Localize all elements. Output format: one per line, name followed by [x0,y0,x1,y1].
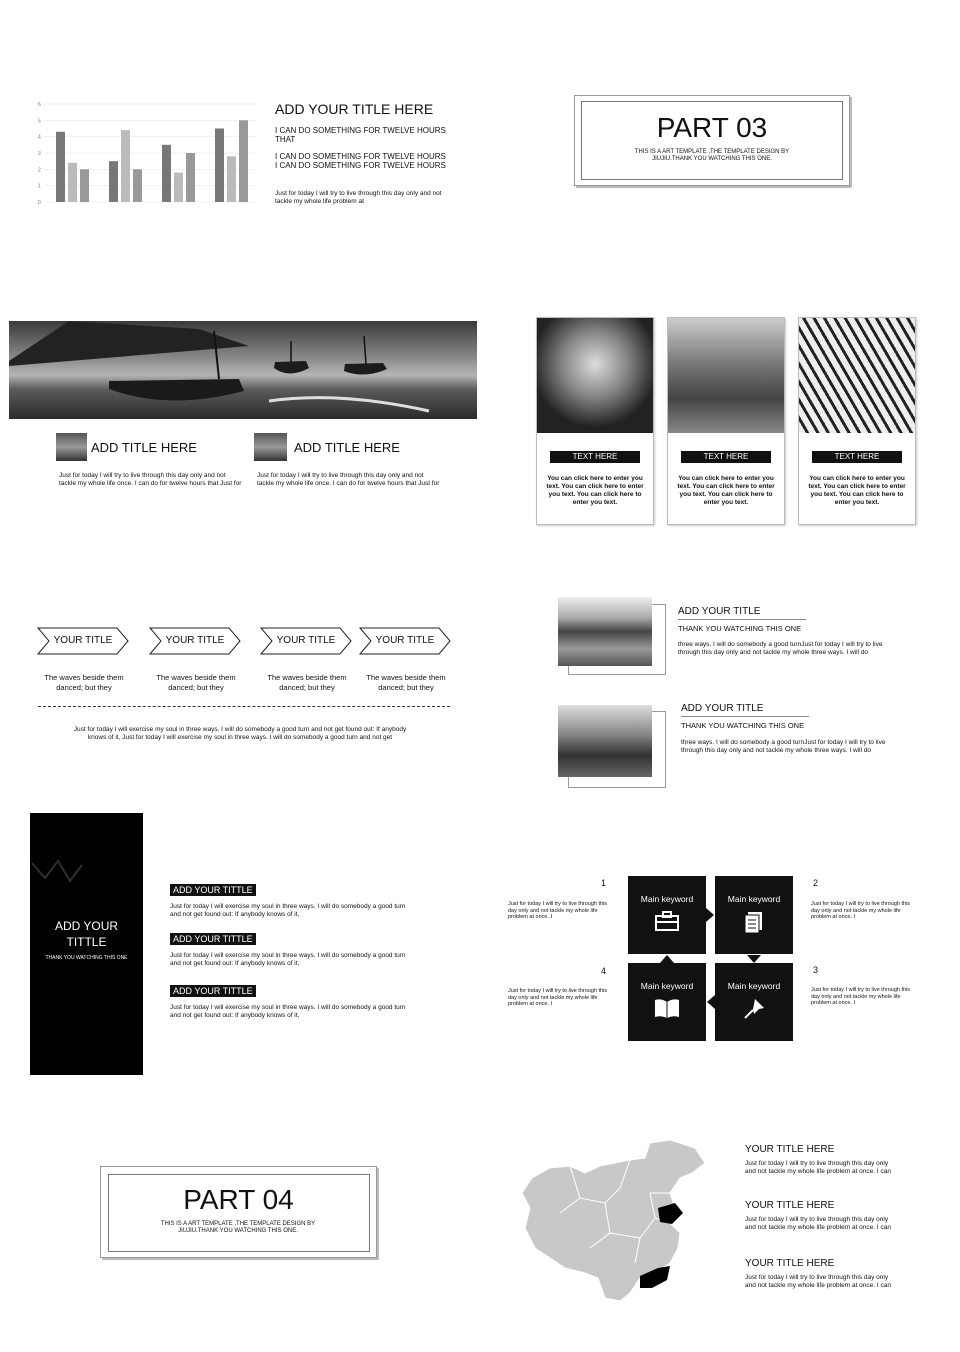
keyword-text-3: Just for today I will try to live through this day only and not tackle my whole life problem at once. I [811,987,911,1006]
black-sidebar [30,813,143,1075]
pointer-left-icon [707,995,717,1009]
thumb-1 [56,433,87,461]
keyword-number-4: 4 [601,966,607,976]
photo-card-3-label: TEXT HERE [812,451,902,463]
part-04-subtitle: THIS IS A ART TEMPLATE ,THE TEMPLATE DESIGN BY JIUJIU.THANK YOU WATCHING THIS ONE. [160,1221,316,1234]
sidebar-item-1-tag: ADD YOUR TITTLE [170,884,256,896]
keyword-box-3-label: Main keyword [640,981,694,991]
sidebar-item-2-body: Just for today I will exercise my soul in three ways. I will do somebody a good turn and not get found out: If anybody knows of it, [170,952,406,967]
y-tick-label: 2 [38,167,41,174]
map-item-2-title: YOUR TITLE HERE [745,1200,835,1211]
pointer-down-icon [747,954,761,964]
map-item-1-body: Just for today I will try to live through this day only and not tackle my whole life problem at once. I can [745,1160,891,1175]
boats-illustration [9,321,477,419]
china-map [520,1138,720,1308]
photo-card-2-label: TEXT HERE [681,451,771,463]
map-item-1 [745,1144,905,1176]
map-landmass [522,1140,705,1301]
chart-slide-body: Just for today I will try to live through this day only and not tackle my whole life problem at [275,190,442,205]
image-row-1-body: three ways. I will do somebody a good turnJust for today I will try to live through this day only and not tackle my whole three ways. I will do [678,641,883,656]
arrow-step-4 [359,627,451,655]
boats-item-1-body: Just for today I will try to live through this day only and not tackle my whole life once. I can do for twelve hours that Just for [59,472,242,487]
arrow-step-2-body: The waves beside them danced; but they [156,673,236,692]
keyword-box-4 [715,963,793,1041]
keyword-box-2 [715,876,793,954]
arrow-step-1 [37,627,129,655]
y-tick-label: 6 [38,102,41,108]
arrow-step-4-label: YOUR TITLE [375,635,435,646]
keyword-grid [500,870,930,1045]
boats-item-1-title: ADD TITLE HERE [91,440,197,455]
image-row-1-underline [678,619,806,620]
keyword-text-2: Just for today I will try to live through this day only and not tackle my whole life problem at once. I [811,901,911,920]
bar-1-2 [68,163,77,202]
y-tick-label: 1 [38,183,41,190]
arrow-step-2 [149,627,241,655]
bar-4-1 [215,129,224,203]
arrow-step-4-body: The waves beside them danced; but they [366,673,446,692]
photo-card-3 [798,317,916,525]
sidebar-item-3-body: Just for today I will exercise my soul in three ways. I will do somebody a good turn and not get found out: If anybody knows of it, [170,1004,406,1019]
sidebar-title: ADD YOUR TITTLE [54,919,119,949]
map-item-3-body: Just for today I will try to live through this day only and not tackle my whole life problem at once. I can [745,1274,891,1289]
part-03-subtitle: THIS IS A ART TEMPLATE ,THE TEMPLATE DESIGN BY JIUJIU.THANK YOU WATCHING THIS ONE. [634,149,790,162]
slide-bar-chart [0,0,480,280]
arrow-step-3-label: YOUR TITLE [276,635,336,646]
bar-2-3 [133,169,142,202]
boats-banner-photo [9,321,477,419]
bar-1-3 [80,169,89,202]
sidebar-item-2-tag: ADD YOUR TITTLE [170,933,256,945]
photo-card-1-body: You can click here to enter you text. You can click here to enter you text. You can click here to enter you text. [546,475,644,506]
sidebar-item-1-body: Just for today I will exercise my soul in three ways. I will do somebody a good turn and not get found out: If anybody knows of it, [170,903,406,918]
arrow-steps [0,620,480,760]
photo-card-3-body: You can click here to enter you text. You can click here to enter you text. You can click here to enter you text. [808,475,906,506]
map-item-1-title: YOUR TITLE HERE [745,1144,835,1155]
boats-item-2-body: Just for today I will try to live through this day only and not tackle my whole life once. I can do for twelve hours that Just for [257,472,440,487]
map-item-2-body: Just for today I will try to live through this day only and not tackle my whole life problem at once. I can [745,1216,891,1231]
bar-4-3 [239,120,248,202]
image-row-1-title: ADD YOUR TITLE [678,606,761,617]
keyword-number-3: 3 [813,965,819,975]
decorative-pattern-icon [30,853,90,893]
document-icon [743,910,765,934]
bar-1-1 [56,132,65,202]
photo-card-2 [667,317,785,525]
photo-card-1-label: TEXT HERE [550,451,640,463]
part-04-frame [100,1166,377,1258]
keyword-box-2-label: Main keyword [727,894,781,904]
bar-3-1 [162,145,171,202]
y-tick-label: 3 [38,151,41,157]
y-tick-label: 4 [38,134,41,141]
sidebar-item-2 [170,929,420,968]
arrow-steps-footer: Just for today I will exercise my soul in three ways. I will do somebody a good turn and not get found out: If anybody knows of it, Just for today I will exercise my soul in three ways. I will do somebody a good turn and not get [73,726,407,741]
arrow-step-1-label: YOUR TITLE [53,635,113,646]
dashed-divider [38,706,450,707]
image-row-2-sub: THANK YOU WATCHING THIS ONE [681,721,805,730]
map-item-2 [745,1200,905,1232]
city-skyline-photo [558,597,652,666]
y-tick-label: 5 [38,118,41,125]
sidebar-item-3 [170,981,420,1020]
sidebar-item-1 [170,880,420,919]
keyword-box-1-label: Main keyword [640,894,694,904]
open-book-icon [653,997,681,1019]
chart-slide-caps-2: I CAN DO SOMETHING FOR TWELVE HOURS I CAN DO SOMETHING FOR TWELVE HOURS [275,152,446,170]
photo-card-2-body: You can click here to enter you text. You can click here to enter you text. You can click here to enter you text. [677,475,775,506]
part-04-title: PART 04 [183,1184,294,1215]
pushpin-icon [742,997,766,1021]
chart-slide-title: ADD YOUR TITLE HERE [275,101,434,117]
bar-chart [30,98,260,210]
chart-slide-caps-1: I CAN DO SOMETHING FOR TWELVE HOURS THAT [275,126,446,144]
image-row-2-underline [681,716,809,717]
pointer-right-icon [706,908,716,922]
image-row-1-sub: THANK YOU WATCHING THIS ONE [678,624,802,633]
keyword-text-1: Just for today I will try to live through this day only and not tackle my whole life problem at once. I [508,901,608,920]
bar-4-2 [227,156,236,202]
thumb-2 [254,433,287,461]
keyword-box-3 [628,963,706,1041]
part-03-title: PART 03 [656,112,768,143]
pointer-up-icon [660,954,674,964]
portrait-photo [537,318,653,433]
image-row-1 [556,596,916,676]
bar-2-1 [109,161,118,202]
arrow-step-3-body: The waves beside them danced; but they [267,673,347,692]
venice-photo [668,318,784,433]
piano-photo [799,318,915,433]
briefcase-icon [654,910,680,932]
map-item-3 [745,1258,905,1290]
map-item-3-title: YOUR TITLE HERE [745,1258,835,1269]
image-row-2-body: three ways. I will do somebody a good turnJust for today I will try to live through this day only and not tackle my whole three ways. I will do [681,739,886,754]
keyword-number-1: 1 [601,878,607,888]
arrow-step-3 [260,627,352,655]
keyword-box-1 [628,876,706,954]
arrow-step-2-label: YOUR TITLE [165,635,225,646]
sidebar-item-3-tag: ADD YOUR TITTLE [170,985,256,997]
keyword-text-4: Just for today I will try to live through this day only and not tackle my whole life problem at once. I [508,988,608,1007]
bar-3-3 [186,153,195,202]
sidebar-subtitle: THANK YOU WATCHING THIS ONE [45,955,128,961]
keyword-number-2: 2 [813,878,819,888]
bar-2-2 [121,130,130,202]
boats-item-2-title: ADD TITLE HERE [294,440,400,455]
arrow-step-1-body: The waves beside them danced; but they [44,673,124,692]
bar-3-2 [174,173,183,202]
keyword-box-4-label: Main keyword [727,981,781,991]
part-03-frame [574,95,850,186]
image-row-2-title: ADD YOUR TITLE [681,703,764,714]
canal-photo [558,705,652,777]
image-row-2 [556,703,916,788]
y-tick-label: 0 [38,200,41,206]
photo-card-1 [536,317,654,525]
